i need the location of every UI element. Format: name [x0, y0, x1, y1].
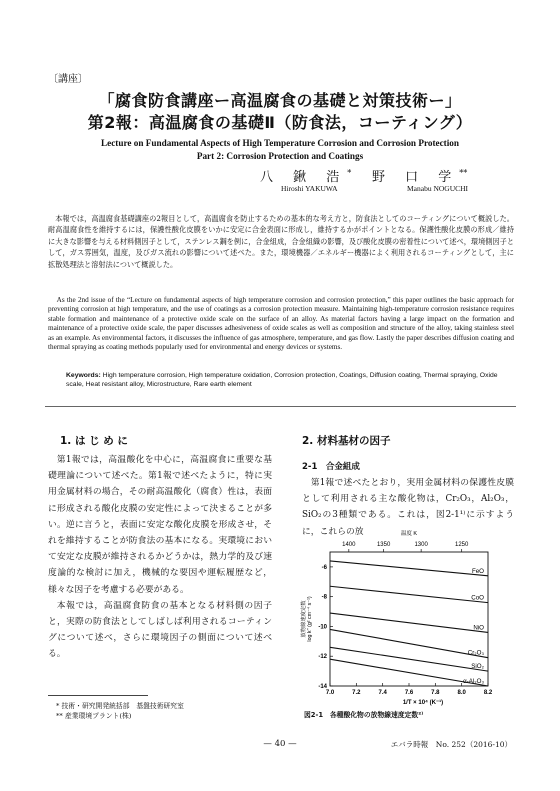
y-tick-label: -10 [318, 624, 327, 631]
title-en-line2: Part 2: Corrosion Protection and Coatings [196, 151, 364, 161]
page-number: — 40 — [263, 739, 297, 749]
footnote-1: * 技術・研究開発統括部 基盤技術研究室 [56, 702, 184, 710]
author-1-mark: * [347, 168, 352, 178]
title-ja-line2: 第2報：高温腐食の基礎Ⅱ（防食法，コーティング） [87, 113, 473, 132]
footnote-2: ** 産業環境プラント(株) [56, 712, 132, 720]
series-line-1 [330, 586, 488, 602]
y-axis-label-ja: 放物線速度定数 [301, 600, 307, 638]
top-tick-label: 1250 [454, 542, 469, 548]
series-line-4 [330, 647, 488, 671]
top-tick-label: 1400 [342, 542, 356, 548]
x-tick-label: 8.2 [483, 690, 493, 696]
y-tick-label: -14 [318, 684, 327, 690]
series-line-2 [330, 613, 488, 632]
series-label-3: Cr₂O₃ [467, 649, 484, 657]
top-axis-label: 温度 K [400, 531, 418, 537]
series-label-0: FeO [471, 567, 484, 575]
top-tick-label: 1300 [414, 542, 428, 548]
author-1-name: 八 鍬 浩 [260, 170, 348, 185]
y-axis-label: log k'' (g² cm⁻⁴ s⁻¹) [307, 596, 313, 642]
abstract-ja: 本報では，高温腐食基礎講座の2報目として，高温腐食を防止するための基本的な考え方と，防食法としてのコーティングについて概説した。耐高温腐食性を維持するには，保護性酸化皮膜をいかに安定に合金表面に形成し，維持するかがポイントとなる。保護性酸化皮膜の形成／維持に大きな影響を与える材料側因子として，ステンレス鋼を例に，合金組成，合金組織の影響，及び酸化皮膜の密着性について述べ，環境側因子として，ガス雰囲気，温度，及びガス流れの影響について述べた。また，環境機器／エネルギー機器によく利用されるコーティングとして，主に拡散処理法と溶射法について概説した。 [48, 214, 515, 269]
series-label-2: NiO [473, 624, 484, 632]
keywords [66, 371, 516, 390]
abstract-en: As the 2nd issue of the “Lecture on fundamental aspects of high temperature corrosion and corrosion protection,” this paper outlines the basic approach for preventing corrosion at high temperature, and the use of coatings as a corrosion protection measure. Maintaining high-temperature corrosion resistance requires stable formation and maintenance of a protective oxide scale on the surface of an alloy. As material factors having a large impact on the formation and maintenance of a protective oxide scale, the paper discusses adhesiveness of oxide scales as well as composition and structure of the alloy, taking stainless steel as an example. As environmental factors, it discusses the influence of gas atmosphere, temperature, and gas flow. Lastly the paper describes diffusion coating and thermal spraying as coating methods popularly used for environmental and energy devices or systems. [48, 296, 514, 352]
figure-caption: 図2-1 各種酸化物の放物線速度定数²⁾ [304, 711, 424, 719]
section1-para-2: 本報では，高温腐食防食の基本となる材料側の因子と，実際の防食法としてしばしば利用されるコーティングについて述べ，さらに環境因子の側面について述べる。 [48, 600, 272, 660]
x-tick-label: 7.8 [431, 690, 440, 696]
plot-frame [330, 552, 488, 686]
section2-subheading: 2-1 合金組成 [302, 462, 360, 472]
title-en-line1: Lecture on Fundamental Aspects of High Temperature Corrosion and Corrosion Protection [101, 138, 459, 148]
section1-body [48, 452, 272, 663]
series-line-3 [330, 629, 488, 657]
article-category: 〔講座〕 [48, 74, 88, 85]
author-2-name: 野 口 学 [372, 170, 460, 185]
x-tick-label: 7.2 [352, 690, 361, 696]
x-axis-label: 1/T × 10⁴ (K⁻¹) [402, 700, 444, 706]
x-tick-label: 7.6 [404, 690, 414, 696]
series-label-1: CoO [471, 594, 484, 602]
keywords-label: Keywords: [66, 372, 101, 379]
y-tick-label: -8 [321, 594, 327, 601]
y-tick-label: -6 [321, 564, 327, 571]
section2-heading: 2. 材料基材の因子 [302, 435, 391, 447]
series-label-5: α-Al₂O₃ [463, 678, 484, 685]
author-1 [260, 166, 351, 185]
oxide-rate-chart [302, 528, 518, 708]
divider [45, 406, 516, 407]
author-2 [372, 166, 467, 185]
y-tick-label: -12 [318, 654, 327, 661]
series-label-4: SiO₂ [471, 663, 484, 671]
author-2-mark: ** [459, 168, 468, 178]
section2-para-1: 第1報で述べたとおり，実用金属材料の保護性皮膜として利用される主な酸化物は，Cr₂O₃，Al₂O₃，SiO₂の3種類である。これは，図2-1¹⁾に示すように，これらの放 [302, 478, 514, 537]
footnote-rule [48, 695, 148, 696]
keywords-list: High temperature corrosion, High temperature oxidation, Corrosion protection, Coatings, Diffusion coating, Thermal spraying, Oxide scale, Heat resistant alloy, Microstructure, Rare earth element [66, 372, 498, 389]
author-2-roman: Manabu NOGUCHI [407, 184, 469, 193]
title-ja-line1: 「腐食防食講座ー高温腐食の基礎と対策技術ー」 [98, 91, 462, 110]
series-line-0 [330, 561, 488, 576]
section1-heading: 1. は じ め に [60, 435, 128, 447]
journal-info: エバラ時報 No. 252（2016-10） [390, 740, 512, 749]
x-tick-label: 8.0 [457, 690, 466, 696]
x-tick-label: 7.4 [378, 690, 387, 696]
section1-para-1: 第1報では，高温酸化を中心に，高温腐食に重要な基礎理論について述べた。第1報で述べたように，特に実用金属材料の場合，その耐高温酸化（腐食）性は，表面に形成される酸化皮膜の安定性によって決まることが多い。逆に言うと，表面に安定な酸化皮膜を形成させ，それを維持することが防食法の基本になる。実環境において安定な皮膜が維持されるかどうかは，熱力学的及び速度論的な検討に加え，機械的な要因や運転履歴など，様々な因子を考慮する必要がある。 [48, 455, 272, 595]
author-1-roman: Hiroshi YAKUWA [281, 184, 338, 193]
top-tick-label: 1350 [376, 542, 391, 548]
x-tick-label: 7.0 [325, 690, 335, 696]
